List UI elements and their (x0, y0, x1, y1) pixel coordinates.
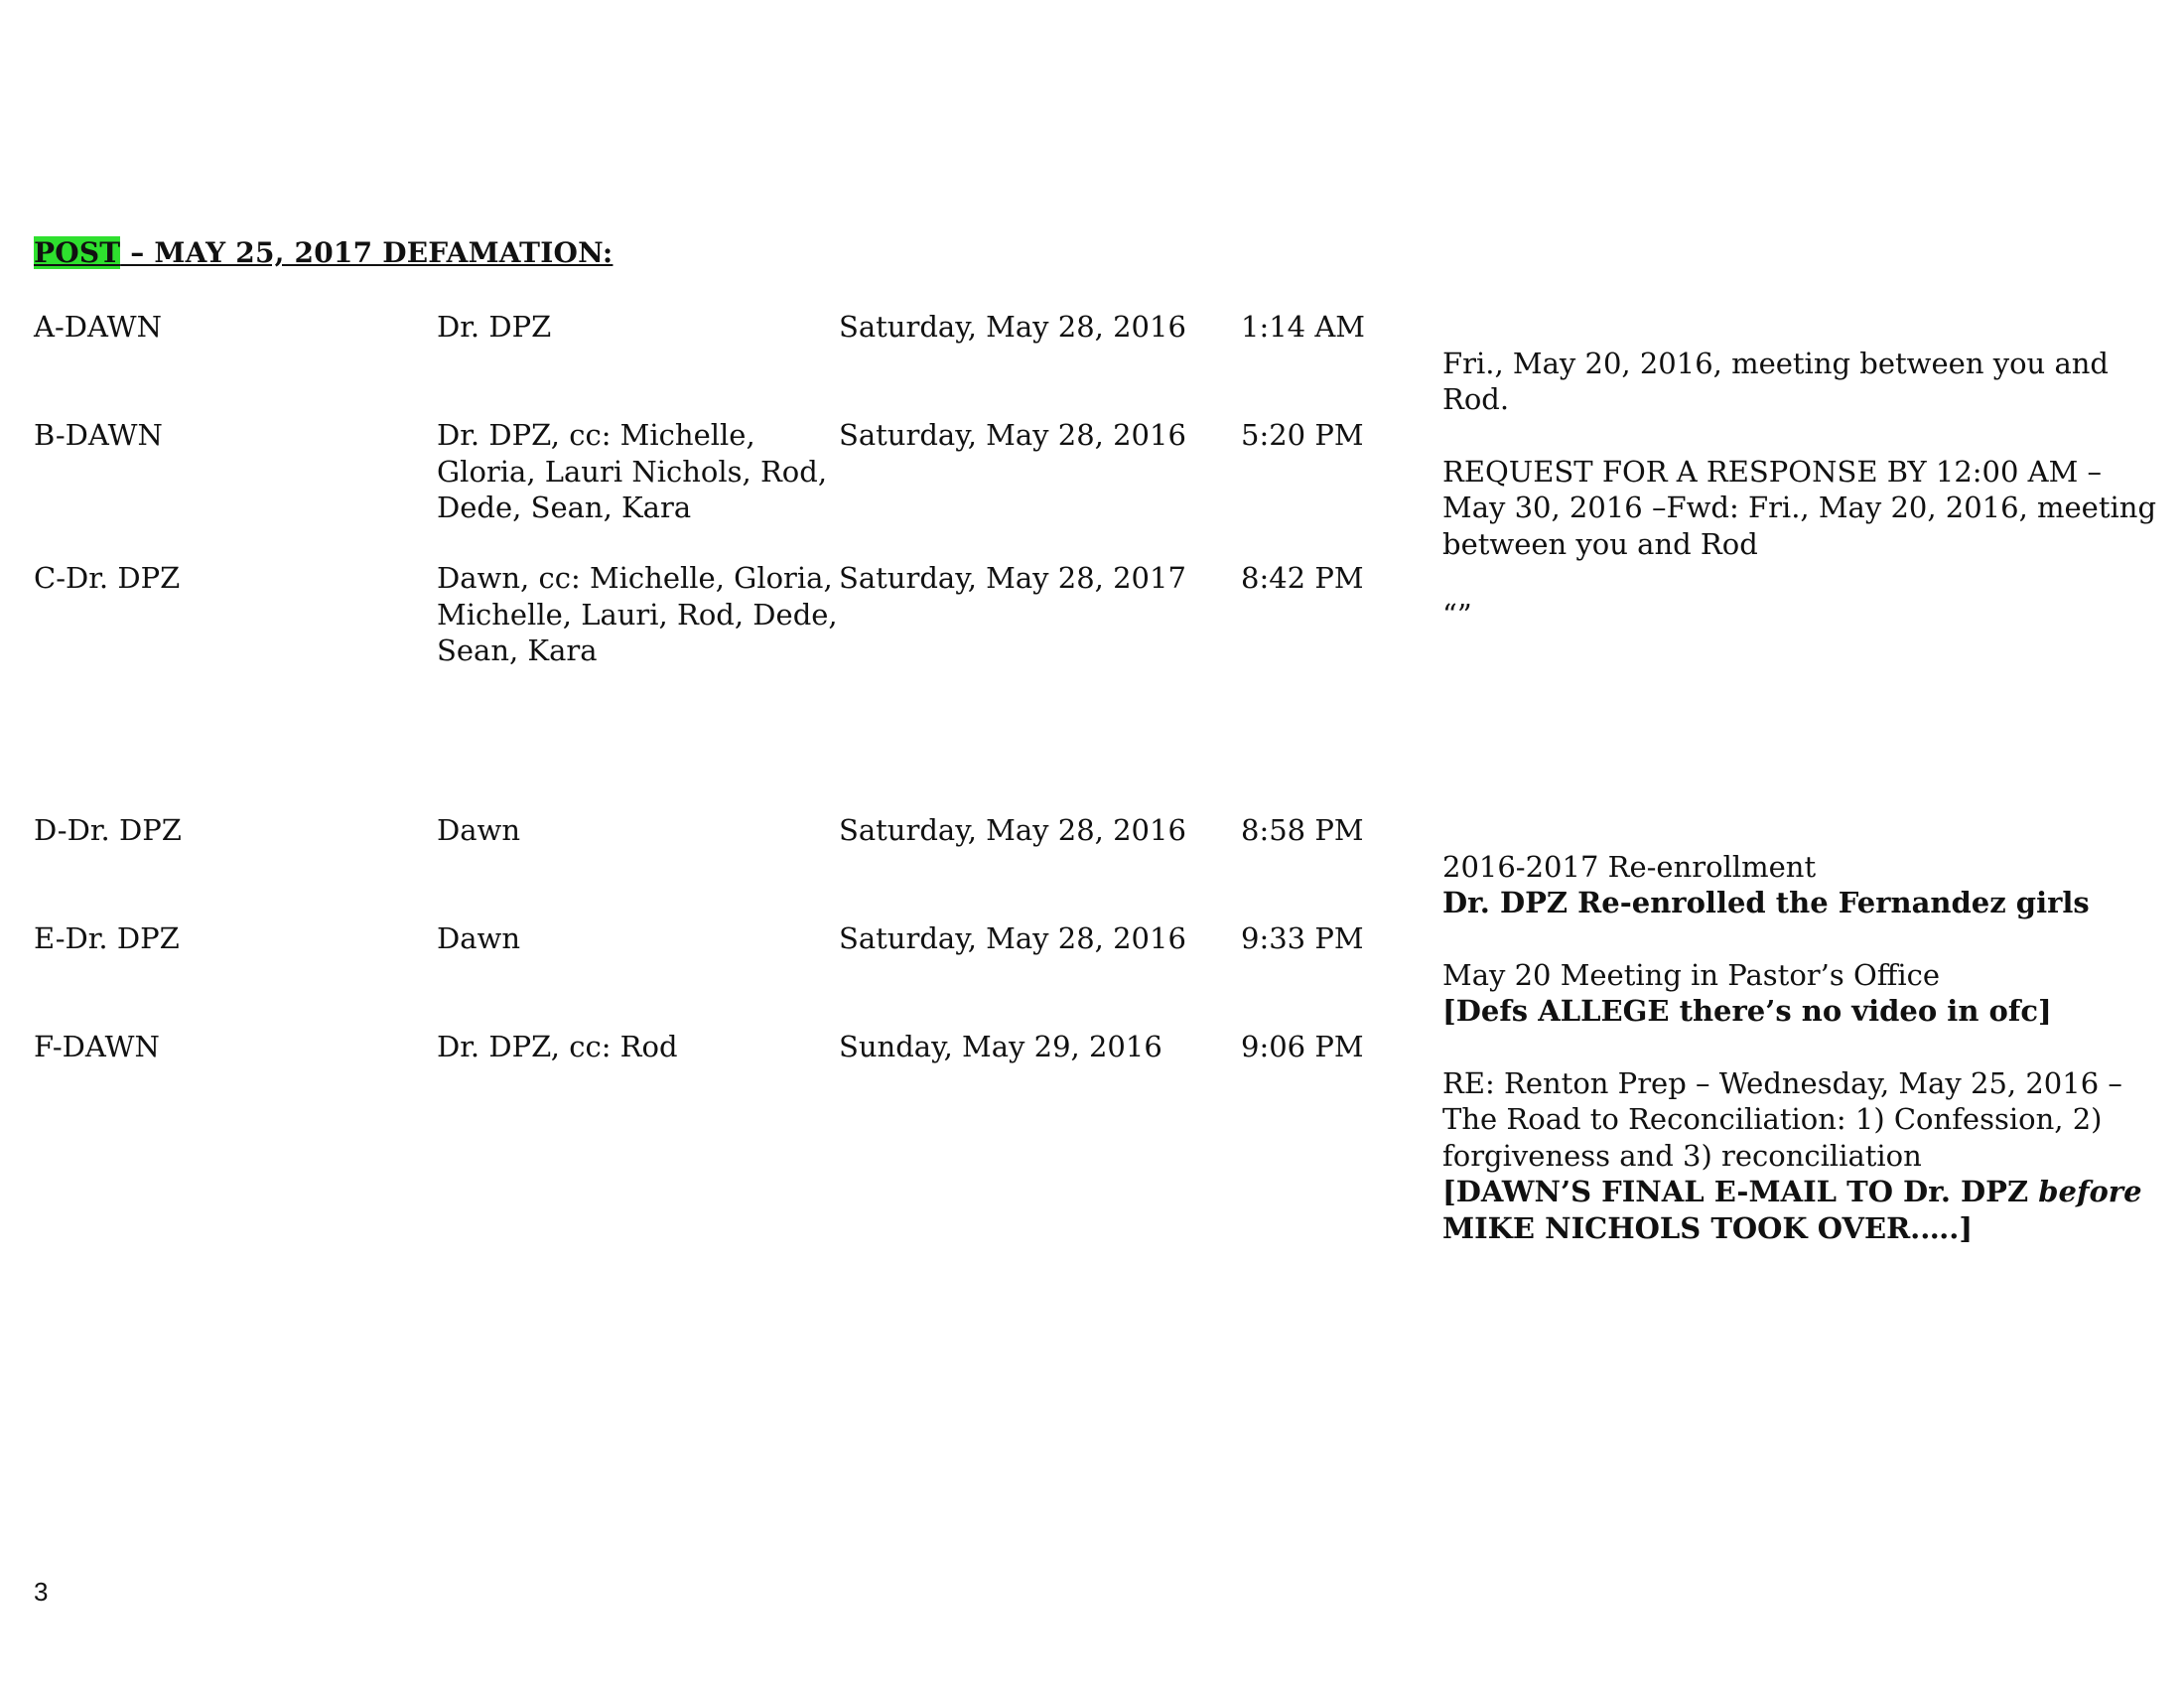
row-to: Dr. DPZ, cc: Rod (437, 1030, 678, 1063)
row-date: Saturday, May 28, 2016 (839, 418, 1186, 452)
row-to: Dr. DPZ, cc: Michelle, Gloria, Lauri Nichols, Rod, Dede, Sean, Kara (437, 418, 828, 524)
heading-highlight: POST (34, 236, 121, 269)
row-subject: Fri., May 20, 2016, meeting between you and Rod. (1442, 346, 2109, 416)
page-number: 3 (34, 1577, 49, 1607)
row-time: 8:42 PM (1241, 561, 1364, 595)
row-time: 8:58 PM (1241, 813, 1364, 847)
row-note-italic: before (2038, 1175, 2142, 1208)
row-time: 5:20 PM (1241, 418, 1364, 452)
row-subject: May 20 Meeting in Pastor’s Office (1442, 957, 1941, 992)
row-date: Saturday, May 28, 2016 (839, 310, 1186, 344)
row-time: 1:14 AM (1241, 310, 1365, 344)
row-from: A-DAWN (34, 310, 162, 344)
row-subject: REQUEST FOR A RESPONSE BY 12:00 AM – May 30, 2016 –Fwd: Fri., May 20, 2016, meeting between you and Rod (1442, 454, 2157, 561)
row-from: E-Dr. DPZ (34, 921, 180, 955)
row-subject: RE: Renton Prep – Wednesday, May 25, 2016 – The Road to Reconciliation: 1) Confession, 2) forgiveness and 3) reconciliation (1442, 1065, 2122, 1173)
row-to: Dawn, cc: Michelle, Gloria, Michelle, Lauri, Rod, Dede, Sean, Kara (437, 561, 838, 667)
row-from: D-Dr. DPZ (34, 813, 182, 847)
row-from: C-Dr. DPZ (34, 561, 181, 595)
row-note-after: MIKE NICHOLS TOOK OVER.….] (1442, 1210, 1974, 1245)
row-date: Sunday, May 29, 2016 (839, 1030, 1162, 1063)
row-subject: 2016-2017 Re-enrollment (1442, 849, 1817, 884)
row-to: Dawn (437, 813, 521, 847)
row-subject-cell (1442, 1029, 2157, 1283)
section-heading (34, 236, 613, 269)
row-note: Dr. DPZ Re-enrolled the Fernandez girls (1442, 886, 2090, 919)
row-date: Saturday, May 28, 2017 (839, 561, 1186, 595)
row-to: Dawn (437, 921, 521, 955)
heading-text: – MAY 25, 2017 DEFAMATION: (120, 236, 614, 269)
row-subject-cell (1442, 309, 2157, 418)
row-date: Saturday, May 28, 2016 (839, 813, 1186, 847)
row-from: B-DAWN (34, 418, 163, 452)
row-time: 9:33 PM (1241, 921, 1364, 955)
row-from: F-DAWN (34, 1030, 160, 1063)
row-subject-cell (1442, 417, 2157, 562)
row-note: [Defs ALLEGE there’s no video in ofc] (1442, 994, 2052, 1028)
row-subject: “” (1442, 597, 1472, 632)
row-to: Dr. DPZ (437, 310, 552, 344)
row-date: Saturday, May 28, 2016 (839, 921, 1186, 955)
row-time: 9:06 PM (1241, 1030, 1364, 1063)
row-subject-cell (1442, 560, 2157, 633)
row-note-before: [DAWN’S FINAL E-MAIL TO Dr. DPZ (1442, 1175, 2039, 1208)
row-note (1442, 1174, 2157, 1246)
